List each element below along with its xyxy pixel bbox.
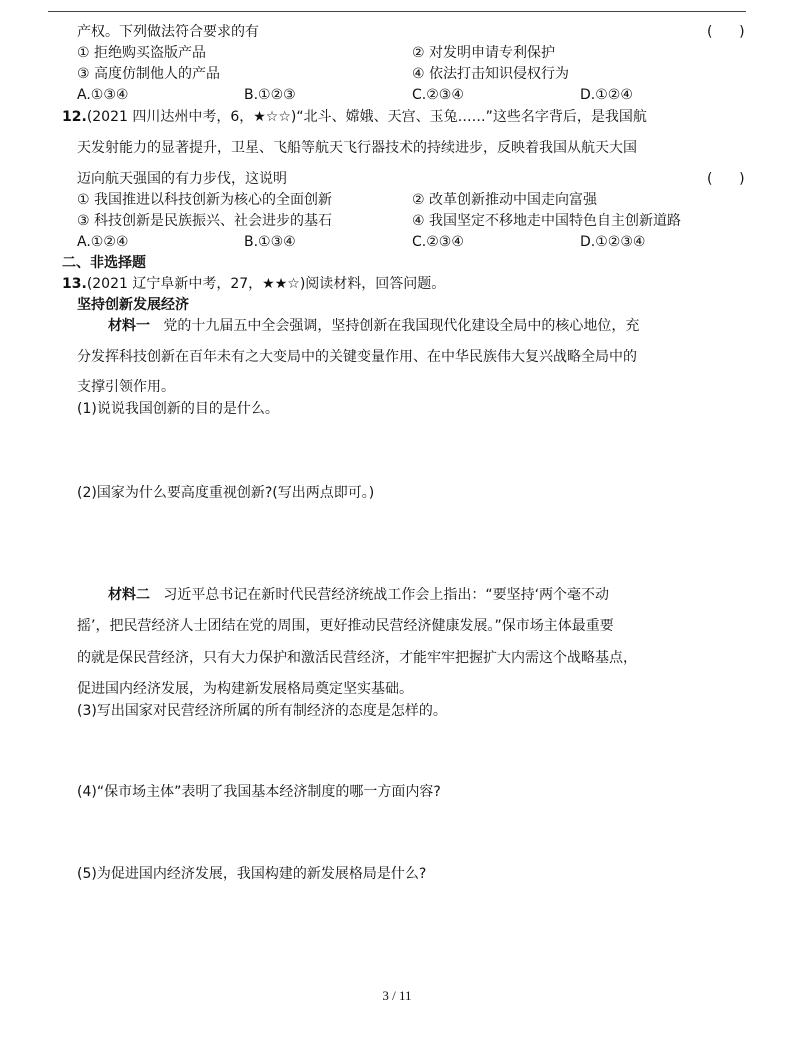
material-1-line1 [108, 316, 639, 336]
q12-first-line [62, 107, 647, 127]
material-2-text-line4: 促进国内经济发展，为构建新发展格局奠定坚实基础。 [77, 681, 413, 697]
material-2-text-line2: 摇’，把民营经济人士团结在党的周围，更好推动民营经济健康发展。”保市场主体最重要 [77, 618, 614, 634]
material-1-text-line2: 分发挥科技创新在百年未有之大变局中的关键变量作用、在中华民族伟大复兴战略全局中的 [77, 349, 637, 365]
q12-stem-line3: 迈向航天强国的有力步伐，这说明 [77, 171, 287, 187]
q13-sub-question-3: (3)写出国家对民营经济所属的所有制经济的态度是怎样的。 [77, 703, 447, 719]
q11-choice-c: C.②③④ [412, 87, 464, 103]
q12-choice-a: A.①②④ [77, 234, 129, 250]
q11-option-2: ② 对发明申请专利保护 [412, 45, 556, 61]
q11-choice-d: D.①②④ [580, 87, 633, 103]
q11-answer-bracket: ( ) [707, 24, 745, 40]
q13-sub-question-2: (2)国家为什么要高度重视创新?(写出两点即可。) [77, 485, 375, 501]
q13-number: 13. [62, 276, 87, 292]
material-2-text-line3: 的就是保民营经济，只有大力保护和激活民营经济，才能牢牢把握扩大内需这个战略基点， [77, 650, 637, 666]
material-1-label: 材料一 [108, 318, 150, 334]
q13-topic: 坚持创新发展经济 [77, 297, 189, 313]
material-2-line1 [108, 585, 609, 605]
q12-answer-bracket: ( ) [707, 171, 745, 187]
q12-choice-c: C.②③④ [412, 234, 464, 250]
q12-option-2: ② 改革创新推动中国走向富强 [412, 192, 598, 208]
material-1-text-line3: 支撑引领作用。 [77, 379, 175, 395]
q11-option-3: ③ 高度仿制他人的产品 [77, 66, 221, 82]
material-2-text-line1: 习近平总书记在新时代民营经济统战工作会上指出：“要坚持‘两个毫不动 [163, 587, 610, 603]
q13-intro: 阅读材料，回答问题。 [305, 276, 446, 292]
q11-choice-b: B.①②③ [244, 87, 296, 103]
q12-choice-d: D.①②③④ [580, 234, 646, 250]
q11-option-4: ④ 依法打击知识侵权行为 [412, 66, 570, 82]
header-rule [48, 11, 746, 12]
page-number: 3 / 11 [382, 988, 412, 1003]
section-2-title: 二、非选择题 [62, 255, 146, 271]
q12-source: (2021 四川达州中考，6，★☆☆) [86, 109, 297, 125]
q13-first-line [62, 274, 445, 294]
q12-option-1: ① 我国推进以科技创新为核心的全面创新 [77, 192, 332, 208]
material-2-label: 材料二 [108, 587, 150, 603]
q12-stem-line2: 天发射能力的显著提升，卫星、飞船等航天飞行器技术的持续进步，反映着我国从航天大国 [77, 140, 637, 156]
q11-option-1: ① 拒绝购买盗版产品 [77, 45, 207, 61]
q13-source: (2021 辽宁阜新中考，27，★★☆) [86, 276, 306, 292]
q12-choice-b: B.①③④ [244, 234, 296, 250]
q12-number: 12. [62, 109, 87, 125]
material-1-text-line1: 党的十九届五中全会强调，坚持创新在我国现代化建设全局中的核心地位，充 [163, 318, 640, 334]
q13-sub-question-1: (1)说说我国创新的目的是什么。 [77, 401, 279, 417]
q12-option-4: ④ 我国坚定不移地走中国特色自主创新道路 [412, 213, 681, 229]
q12-stem-line1: “北斗、嫦娥、天宫、玉兔……”这些名字背后，是我国航 [296, 109, 647, 125]
q11-stem: 产权。下列做法符合要求的有 [77, 24, 259, 40]
q13-sub-question-5: (5)为促进国内经济发展，我国构建的新发展格局是什么? [77, 866, 427, 882]
q13-sub-question-4: (4)“保市场主体”表明了我国基本经济制度的哪一方面内容? [77, 784, 441, 800]
q11-choice-a: A.①③④ [77, 87, 129, 103]
q12-option-3: ③ 科技创新是民族振兴、社会进步的基石 [77, 213, 332, 229]
